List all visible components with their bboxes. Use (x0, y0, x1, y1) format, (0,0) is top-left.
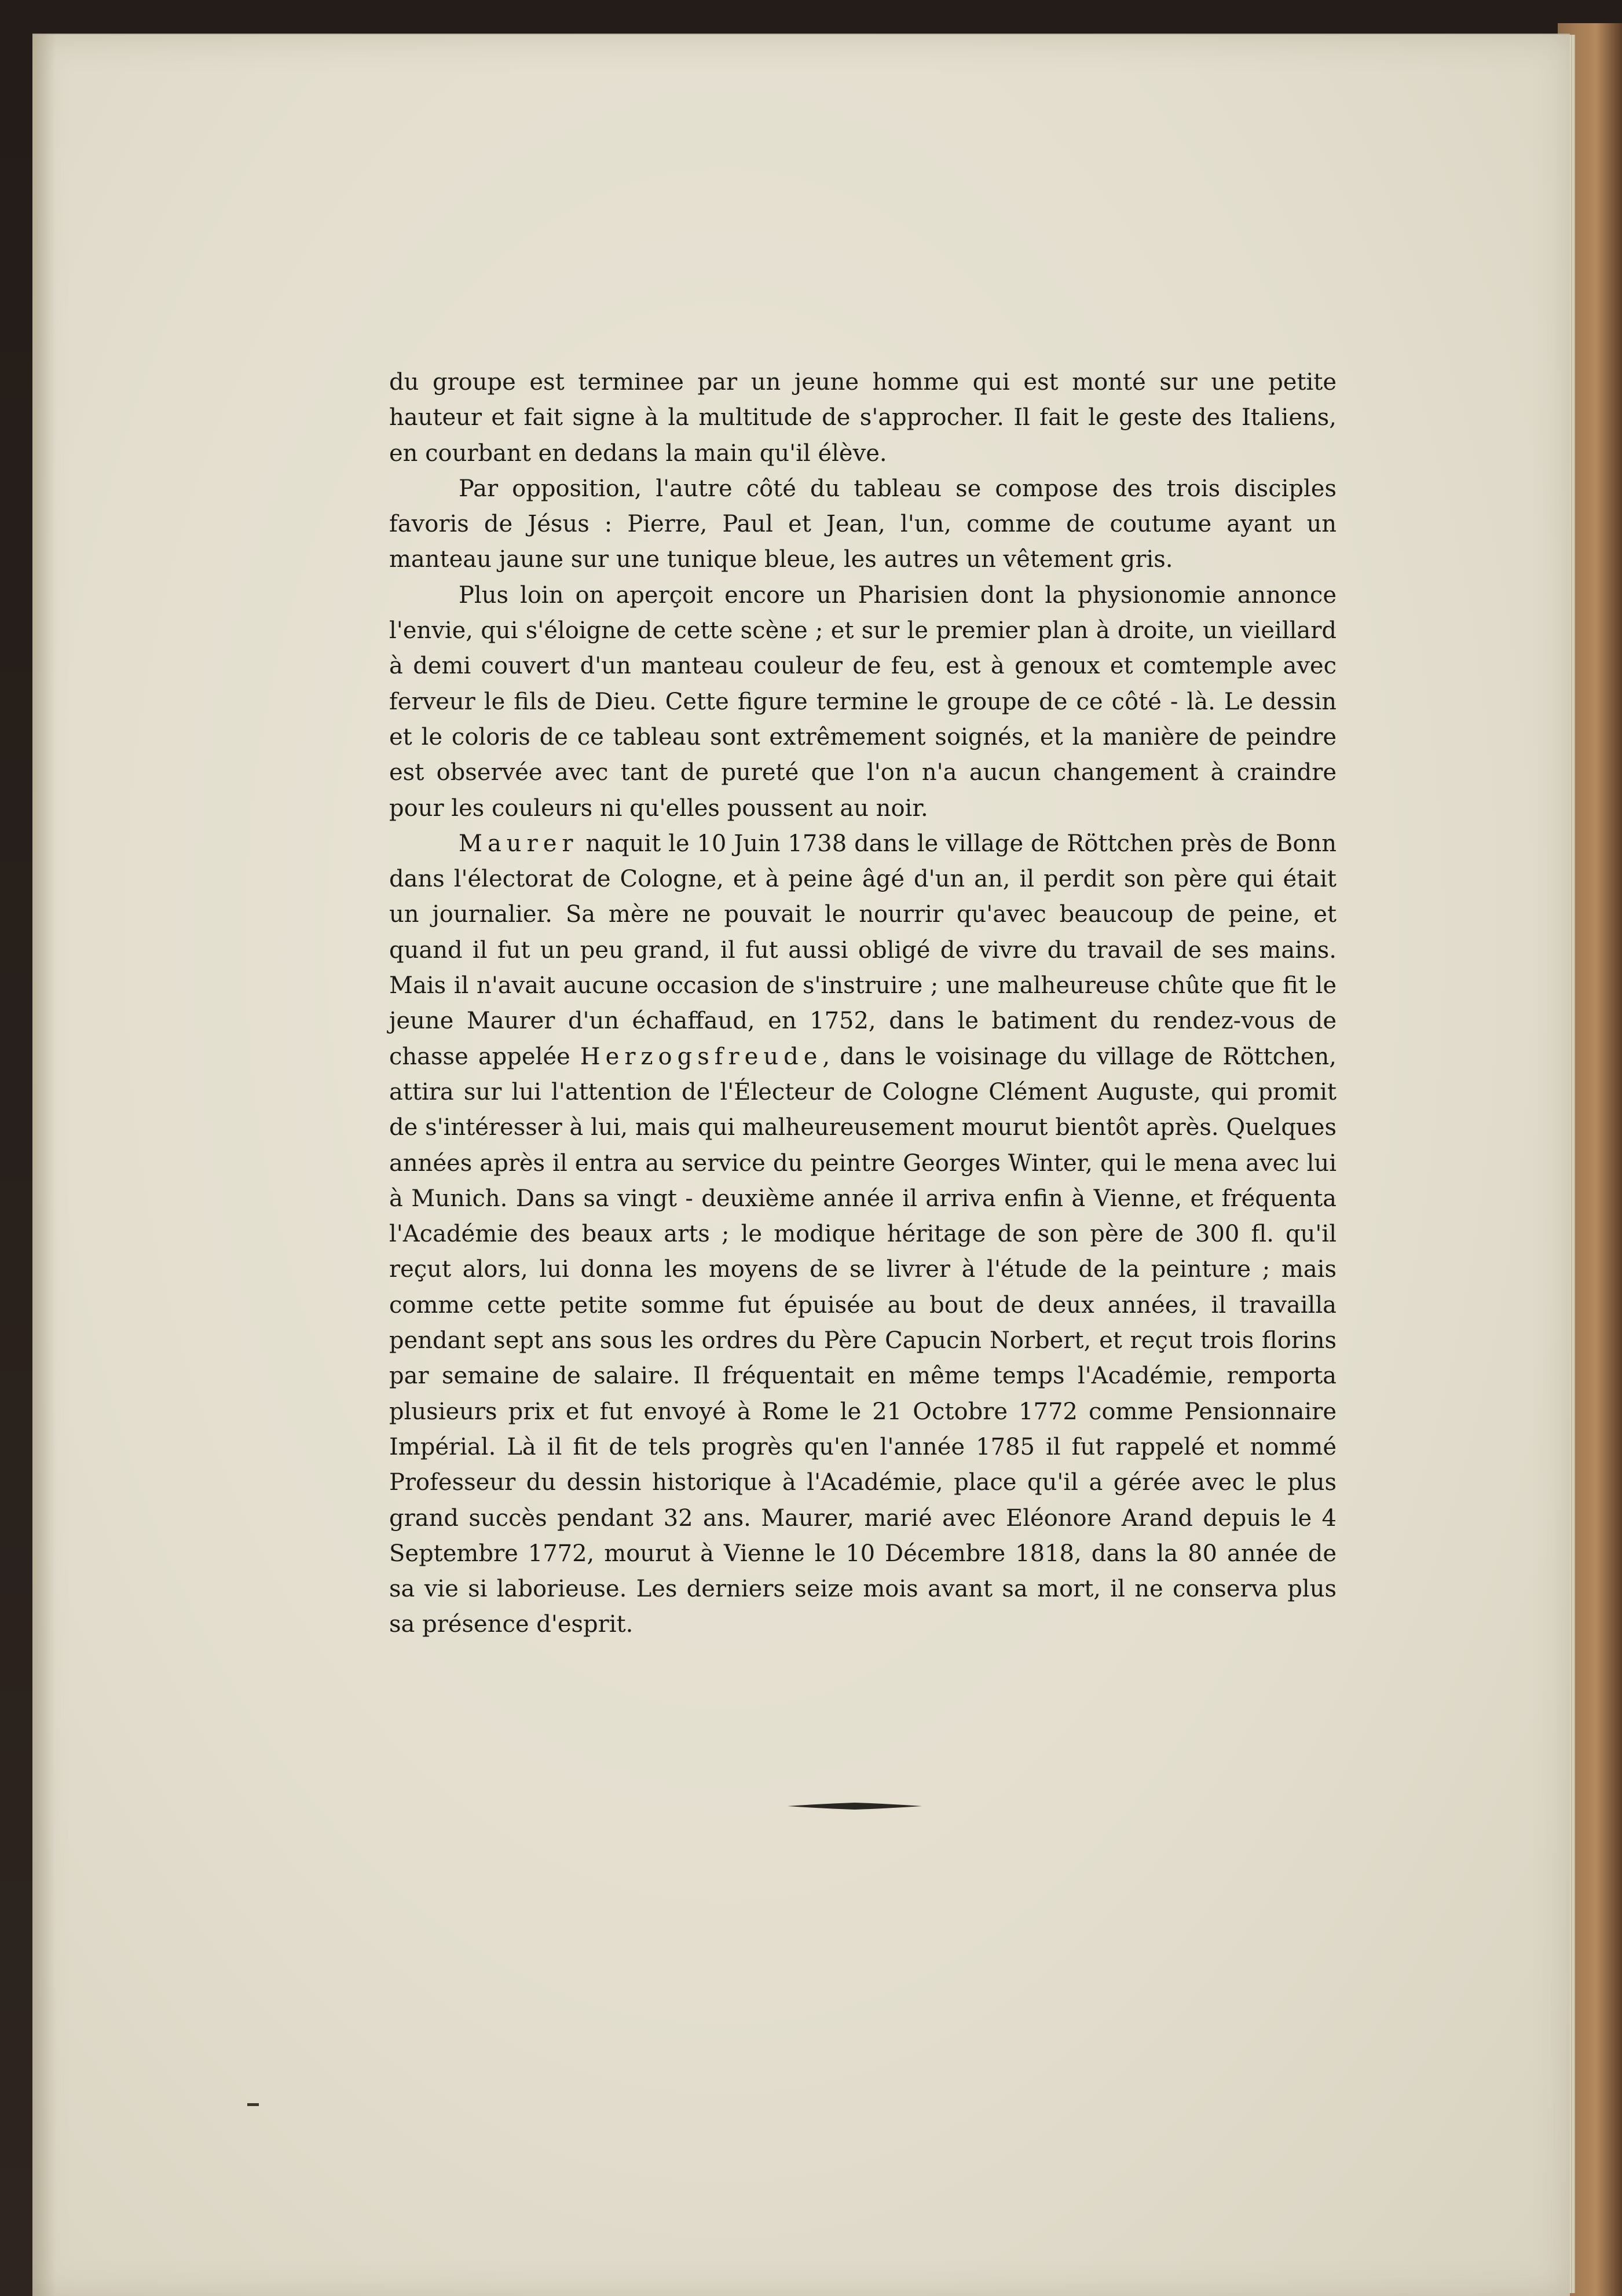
closing-ornament-rule (788, 1802, 922, 1810)
body-text (389, 365, 1337, 1643)
gutter-shadow (32, 34, 56, 2296)
text-run: Par opposition, l'autre côté du tableau se compose des trois disciples favoris de Jésus : Pierre, Paul et Jean, l'un, comme de coutume ayant un manteau jaune sur une tunique bleue, les autres un vêtement gris. (389, 475, 1337, 573)
spaced-name: Herzogsfreude (580, 1043, 823, 1070)
paragraph-1 (389, 365, 1337, 471)
paragraph-2 (389, 471, 1337, 578)
text-run: Plus loin on aperçoit encore un Pharisien dont la physionomie annonce l'envie, qui s'éloigne de cette scène ; et sur le premier plan à droite, un vieillard à demi couvert d'un manteau couleur de feu, est à genoux et comtemple avec ferveur le fils de Dieu. Cette figure termine le groupe de ce côté - là. Le dessin et le coloris de ce tableau sont extrêmement soignés, et la manière de peindre est observée avec tant de pureté que l'on n'a aucun changement à craindre pour les couleurs ni qu'elles poussent au noir. (389, 581, 1337, 822)
margin-mark (247, 2103, 259, 2106)
text-run: naquit le 10 Juin 1738 dans le village de Röttchen près de Bonn dans l'électorat de Cologne, et à peine âgé d'un an, il perdit son père qui était un journalier. Sa mère ne pouvait le nourrir qu'avec beaucoup de peine, et quand il fut un peu grand, il fut aussi obligé de vivre du travail de ses mains. Mais il n'avait aucune occasion de s'instruire ; une malheureuse chûte que fit le jeune Maurer d'un échaffaud, en 1752, dans le batiment du rendez-vous de chasse appelée (389, 830, 1337, 1070)
spaced-name: Maurer (459, 830, 578, 857)
paragraph-4 (389, 826, 1337, 1643)
text-run: , dans le voisinage du village de Röttchen, attira sur lui l'attention de l'Électeur de Cologne Clément Auguste, qui promit de s'intéresser à lui, mais qui malheureusement mourut bientôt après. Quelques années après il entra au service du peintre Georges Winter, qui le mena avec lui à Munich. Dans sa vingt - deuxième année il arriva enfin à Vienne, et fréquenta l'Académie des beaux arts ; le modique héritage de son père de 300 fl. qu'il reçut alors, lui donna les moyens de se livrer à l'étude de la peinture ; mais comme cette petite somme fut épuisée au bout de deux années, il travailla pendant sept ans sous les ordres du Père Capucin Norbert, et reçut trois florins par semaine de salaire. Il fréquentait en même temps l'Académie, remporta plusieurs prix et fut envoyé à Rome le 21 Octobre 1772 comme Pensionnaire Impérial. Là il fit de tels progrès qu'en l'année 1785 il fut rappelé et nommé Professeur du dessin historique à l'Académie, place qu'il a gérée avec le plus grand succès pendant 32 ans. Maurer, marié avec Eléonore Arand depuis le 4 Septembre 1772, mourut à Vienne le 10 Décembre 1818, dans la 80 année de sa vie si laborieuse. Les derniers seize mois avant sa mort, il ne conserva plus sa présence d'esprit. (389, 1043, 1337, 1638)
paragraph-3 (389, 578, 1337, 826)
text-run: du groupe est terminee par un jeune homme qui est monté sur une petite hauteur et fait signe à la multitude de s'approcher. Il fait le geste des Italiens, en courbant en dedans la main qu'il élève. (389, 369, 1337, 467)
